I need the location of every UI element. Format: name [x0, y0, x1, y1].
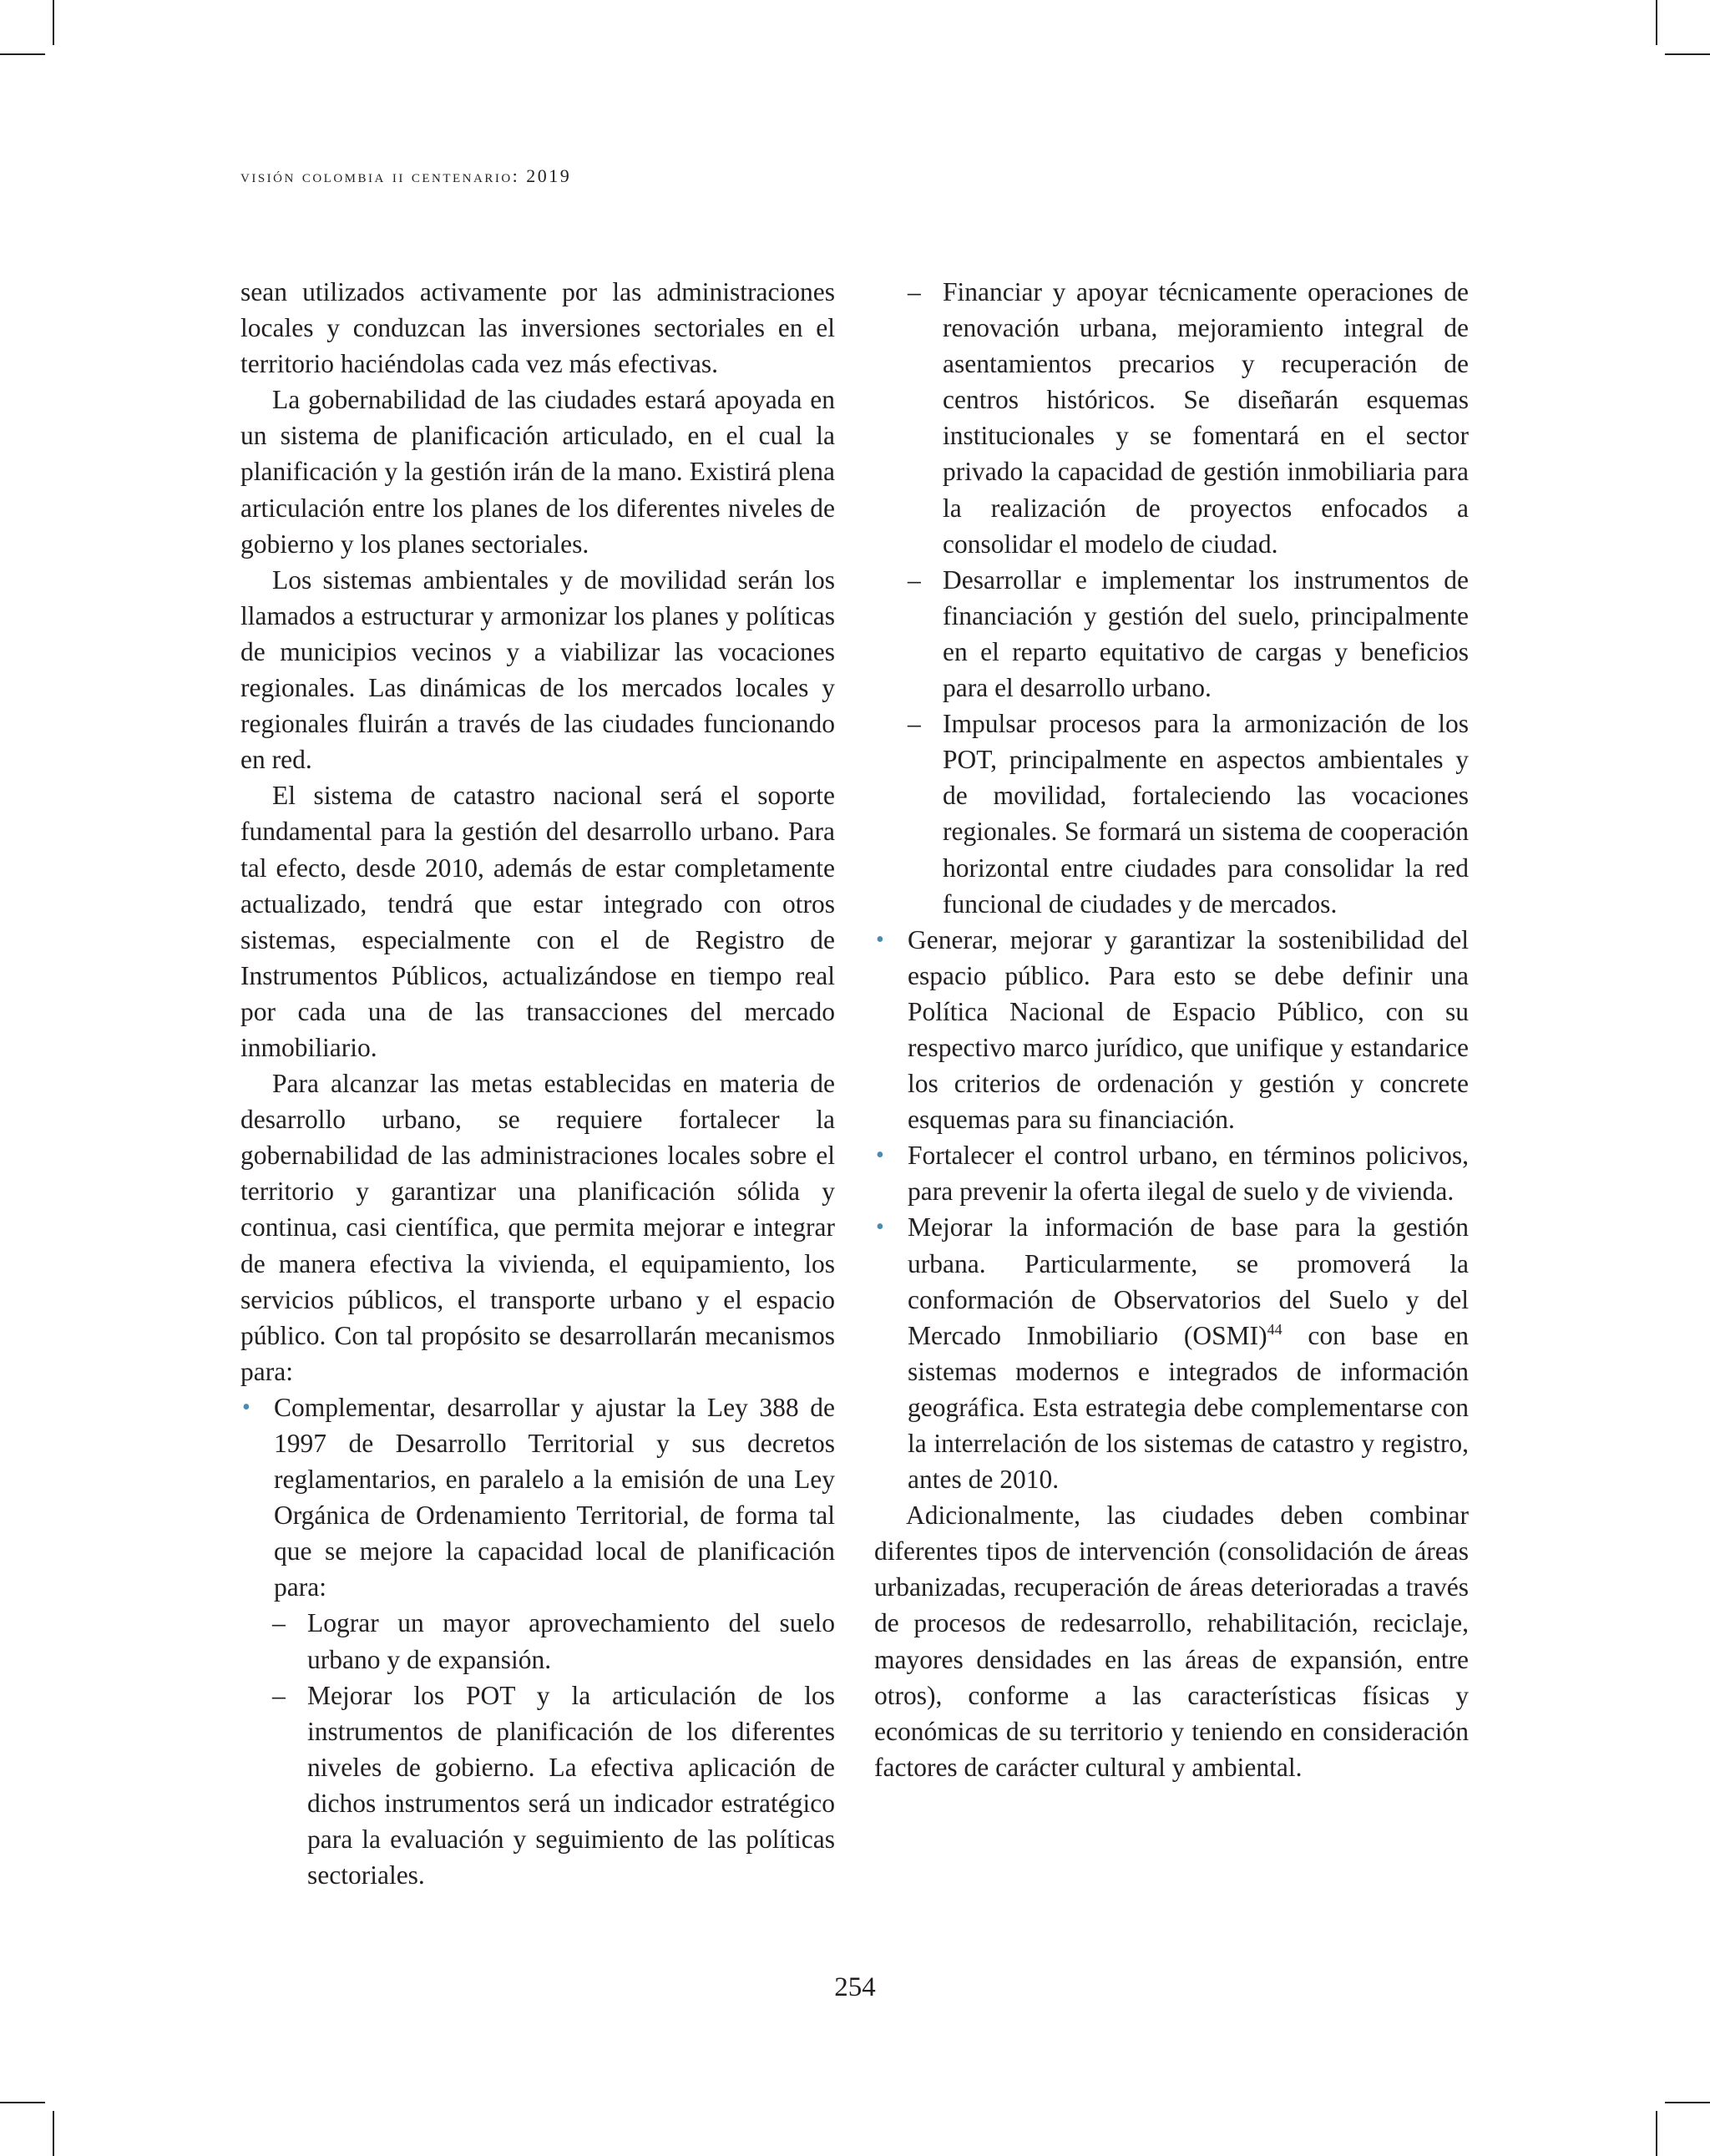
bullet-text: con base en sistemas modernos e integrados de información geográfica. Esta estrategia debe complementarse con la interrelación de los sistemas de catastro y registro, antes de 2010.: [908, 1320, 1470, 1495]
right-column: [874, 274, 1469, 1785]
bullet-marker: •: [876, 1214, 884, 1241]
bullet-text: Fortalecer el control urbano, en términos policivos, para prevenir la oferta ilegal de suelo y de vivienda.: [908, 1141, 1469, 1207]
paragraph: El sistema de catastro nacional será el soporte fundamental para la gestión del desarrollo urbano. Para tal efecto, desde 2010, además de estar completamente actualizado, tendrá que estar integrado con otros sistemas, especialmente con el de Registro de Instrumentos Públicos, actualizándose en tiempo real por cada una de las transacciones del mercado inmobiliario.: [240, 781, 835, 1062]
dash-text: Desarrollar e implementar los instrumentos de financiación y gestión del suelo, principalmente en el reparto equitativo de cargas y beneficios para el desarrollo urbano.: [943, 564, 1469, 703]
paragraph: La gobernabilidad de las ciudades estará apoyada en un sistema de planificación articulado, en el cual la planificación y la gestión irán de la mano. Existirá plena articulación entre los planes de los diferentes niveles de gobierno y los planes sectoriales.: [240, 385, 835, 559]
page-number: 254: [834, 1972, 876, 2002]
paragraph: Adicionalmente, las ciudades deben combinar diferentes tipos de intervención (consolidación de áreas urbanizadas, recuperación de áreas deterioradas a través de procesos de redesarrollo, rehabilitación, reciclaje, mayores densidades en las áreas de expansión, entre otros), conforme a las características físicas y económicas de su territorio y teniendo en consideración factores de carácter cultural y ambiental.: [874, 1501, 1469, 1782]
dash-marker: –: [908, 277, 921, 306]
dash-marker: –: [908, 564, 921, 595]
crop-mark: [0, 53, 45, 55]
dash-text: Impulsar procesos para la armonización de los POT, principalmente en aspectos ambientales y de movilidad, fortaleciendo las vocaciones regionales. Se formará un sistema de cooperación horizontal entre ciudades para consolidar la red funcional de ciudades y de mercados.: [943, 709, 1469, 919]
bullet-marker: •: [242, 1394, 250, 1420]
crop-mark: [53, 2111, 54, 2156]
crop-mark: [1665, 53, 1710, 55]
crop-mark: [1656, 0, 1657, 45]
dash-marker: –: [272, 1680, 286, 1710]
dash-text: Lograr un mayor aprovechamiento del suelo urbano y de expansión.: [307, 1608, 835, 1674]
paragraph: Para alcanzar las metas establecidas en materia de desarrollo urbano, se requiere fortalecer la gobernabilidad de las administraciones locales sobre el territorio y garantizar una planificación sólida y continua, casi científica, que permita mejorar e integrar de manera efectiva la vivienda, el equipamiento, los servicios públicos, el transporte urbano y el espacio público. Con tal propósito se desarrollarán mecanismos para:: [240, 1069, 835, 1386]
left-column: [240, 274, 835, 1893]
dash-item: [240, 1678, 835, 1894]
bullet-text: Complementar, desarrollar y ajustar la Ley 388 de 1997 de Desarrollo Territorial y sus decretos reglamentarios, en paralelo a la emisión de una Ley Orgánica de Ordenamiento Territorial, de forma tal que se mejore la capacidad local de planificación para:: [274, 1392, 835, 1602]
bullet-item: [240, 1389, 835, 1606]
dash-text: Financiar y apoyar técnicamente operaciones de renovación urbana, mejoramiento integral de asentamientos precarios y recuperación de centros históricos. Se diseñarán esquemas institucionales y se fomentará en el sector privado la capacidad de gestión inmobiliaria para la realización de proyectos enfocados a consolidar el modelo de ciudad.: [943, 277, 1469, 559]
bullet-text: Generar, mejorar y garantizar la sostenibilidad del espacio público. Para esto se debe definir una Política Nacional de Espacio Público, con su respectivo marco jurídico, que unifique y estandarice los criterios de ordenación y gestión y concrete esquemas para su financiación.: [908, 924, 1469, 1135]
bullet-item: [874, 922, 1469, 1138]
bullet-marker: •: [876, 926, 884, 953]
dash-item: [874, 706, 1469, 922]
footnote-ref[interactable]: 44: [1267, 1320, 1282, 1338]
bullet-marker: •: [876, 1142, 884, 1169]
bullet-text: Mejorar la información de base para la gestión urbana. Particularmente, se promoverá la conformación de Observatorios del Suelo y del Mercado Inmobiliario (OSMI): [908, 1212, 1469, 1350]
dash-item: [874, 274, 1469, 562]
dash-text: Mejorar los POT y la articulación de los instrumentos de planificación de los diferentes niveles de gobierno. La efectiva aplicación de dichos instrumentos será un indicador estratégico para la evaluación y seguimiento de las políticas sectoriales.: [307, 1680, 835, 1890]
paragraph: Los sistemas ambientales y de movilidad serán los llamados a estructurar y armonizar los planes y políticas de municipios vecinos y a viabilizar las vocaciones regionales. Las dinámicas de los mercados locales y regionales fluirán a través de las ciudades funcionando en red.: [240, 564, 835, 775]
dash-marker: –: [908, 709, 921, 739]
dash-marker: –: [272, 1608, 286, 1638]
bullet-item: [874, 1209, 1469, 1497]
bullet-item: [874, 1137, 1469, 1209]
crop-mark: [0, 2102, 45, 2103]
dash-item: [874, 562, 1469, 706]
crop-mark: [53, 0, 54, 45]
running-head: visión colombia ii centenario: 2019: [240, 165, 572, 186]
paragraph: sean utilizados activamente por las administraciones locales y conduzcan las inversiones sectoriales en el territorio haciéndolas cada vez más efectivas.: [240, 277, 835, 379]
dash-item: [240, 1605, 835, 1677]
crop-mark: [1656, 2111, 1657, 2156]
crop-mark: [1665, 2102, 1710, 2103]
